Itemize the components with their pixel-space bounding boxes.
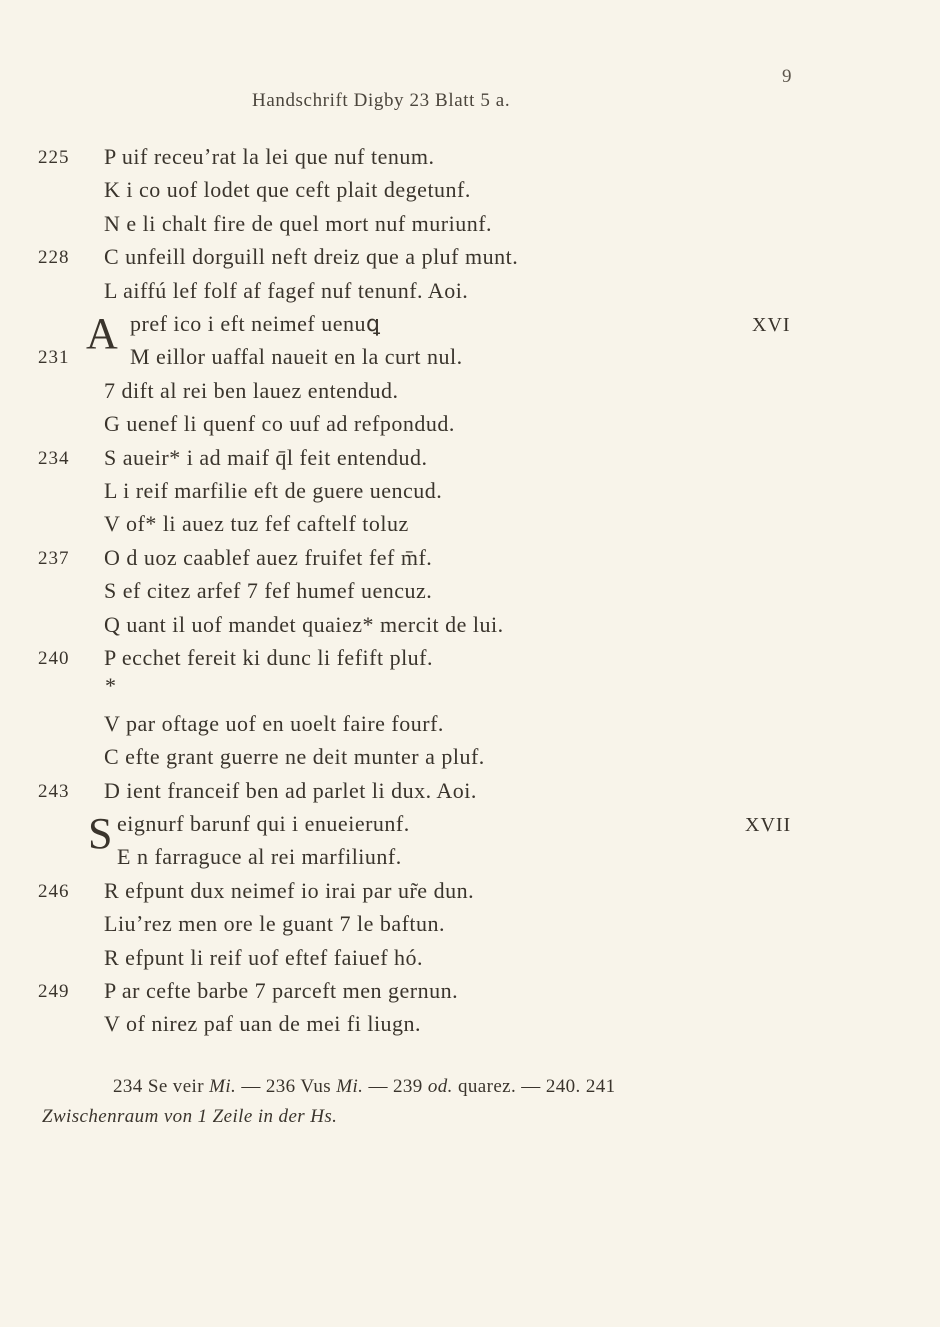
verse-line: G uenef li quenf co uuf ad refpondud. bbox=[104, 411, 455, 436]
verse-line: L aiffú lef folf af fagef nuf tenunf. Aoi. bbox=[104, 278, 469, 303]
footnote-text: — 239 bbox=[368, 1076, 423, 1097]
verse-line: K i co uof lodet que ceft plait degetunf. bbox=[104, 177, 471, 202]
verse-line: Q uant il uof mandet quaiez* mercit de lui. bbox=[104, 612, 504, 637]
verse-line: L i reif marfilie eft de guere uencud. bbox=[104, 478, 443, 503]
verse-line: N e li chalt fire de quel mort nuf muriunf. bbox=[104, 211, 493, 236]
verse-line: V of nirez paf uan de mei fi liugn. bbox=[104, 1011, 422, 1036]
verse-line: 7 dift al rei ben lauez entendud. bbox=[104, 378, 399, 403]
line-number: 249 bbox=[38, 981, 70, 1002]
verse-line: R efpunt dux neimef io irai par ur̃e dun. bbox=[104, 878, 475, 903]
line-number: 228 bbox=[38, 247, 70, 268]
verse-line: R efpunt li reif uof eftef faiuef hó. bbox=[104, 945, 424, 970]
running-head: Handschrift Digby 23 Blatt 5 a. bbox=[252, 90, 511, 111]
verse-line: C efte grant guerre ne deit munter a pluf. bbox=[104, 744, 485, 769]
verse-line: M eillor uaffal naueit en la curt nul. bbox=[130, 344, 463, 369]
initial-letter-a: A bbox=[86, 309, 118, 358]
line-number: 234 bbox=[38, 448, 70, 469]
verse-line: pref ico i eft neimef uenuꝗ bbox=[130, 311, 381, 336]
footnote-text: quarez. — 240. 241 bbox=[457, 1076, 616, 1097]
section-numeral: XVI bbox=[752, 314, 791, 336]
asterisk-mark: * bbox=[105, 673, 116, 698]
footnote-line-1 bbox=[113, 1076, 616, 1098]
verse-line: E n farraguce al rei marfiliunf. bbox=[117, 844, 402, 869]
section-numeral: XVII bbox=[745, 814, 792, 836]
verse-line: O d uoz caablef auez fruifet fef m̄f. bbox=[104, 545, 433, 570]
verse-line: V of* li auez tuz fef caftelf toluz bbox=[104, 511, 409, 536]
verse-line: P ar cefte barbe 7 parceft men gernun. bbox=[104, 978, 459, 1003]
verse-line: V par oftage uof en uoelt faire fourf. bbox=[104, 711, 444, 736]
initial-letter-s: S bbox=[88, 809, 113, 858]
verse-line: eignurf barunf qui i enueierunf. bbox=[117, 811, 410, 836]
verse-line: Liuʼrez men ore le guant 7 le baftun. bbox=[104, 911, 446, 936]
footnote-text: 234 Se veir bbox=[113, 1076, 204, 1097]
footnote-text: — 236 Vus bbox=[241, 1076, 332, 1097]
footnote-siglum: od. bbox=[427, 1076, 453, 1097]
page-number: 9 bbox=[782, 66, 792, 87]
line-number: 225 bbox=[38, 147, 70, 168]
footnote-line-2: Zwischenraum von 1 Zeile in der Hs. bbox=[42, 1106, 338, 1127]
footnote-siglum: Mi. bbox=[209, 1076, 237, 1097]
line-number: 240 bbox=[38, 648, 70, 669]
verse-line: P uif receuʼrat la lei que nuf tenum. bbox=[104, 144, 435, 169]
footnote-siglum: Mi. bbox=[336, 1076, 364, 1097]
verse-line: P ecchet fereit ki dunc li fefift pluf. bbox=[104, 645, 434, 670]
verse-line: S ef citez arfef 7 fef humef uencuz. bbox=[104, 578, 433, 603]
line-number: 237 bbox=[38, 548, 70, 569]
line-number: 246 bbox=[38, 881, 70, 902]
verse-line: C unfeill dorguill neft dreiz que a pluf munt. bbox=[104, 244, 519, 269]
verse-line: S aueir* i ad maif q̄l feit entendud. bbox=[104, 445, 428, 470]
line-number: 231 bbox=[38, 347, 70, 368]
line-number: 243 bbox=[38, 781, 70, 802]
verse-line: D ient franceif ben ad parlet li dux. Aoi. bbox=[104, 778, 477, 803]
